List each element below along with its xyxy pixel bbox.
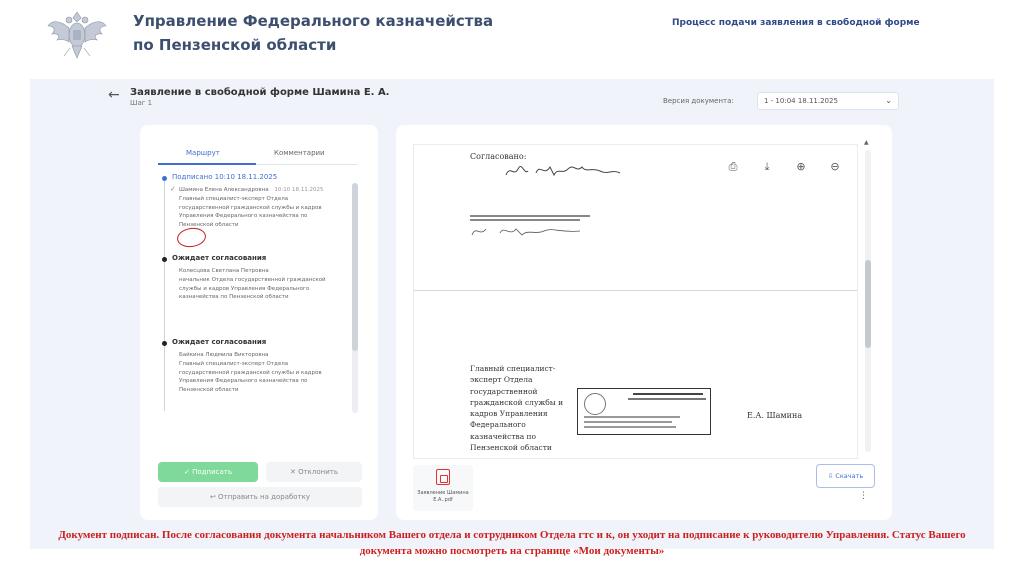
signer-position: Главный специалист-эксперт Отдела государственной гражданской службы и кадров Управления Федерального казначейства по Пензенской области [470, 364, 564, 453]
route-timeline [158, 173, 353, 413]
route-panel [140, 125, 378, 520]
route-scrollbar[interactable] [352, 183, 358, 413]
electronic-signature-stamp [577, 388, 711, 435]
route-step-role: начальник Отдела государственной гражданской службы и кадров Управления Федерального казначейства по Пензенской области [179, 277, 326, 301]
small-signature [470, 223, 600, 241]
double-headed-eagle-emblem [44, 2, 110, 64]
document-preview [413, 144, 858, 459]
timeline-line [164, 181, 165, 411]
route-step-role: Главный специалист-эксперт Отдела государственной гражданской службы и кадров Управления Федерального казначейства по Пензенской области [179, 361, 322, 393]
print-icon[interactable]: ⎙ [728, 160, 738, 173]
slide-caption: Документ подписан. После согласования документа начальником Вашего отдела и сотрудником Отдела гтс и к, он уходит на подписание к руководителю Управления. Статус Вашего документа можно посмотреть на странице «Мои документы» [58, 529, 966, 557]
scrollbar-thumb[interactable] [865, 260, 871, 348]
document-step: Шаг 1 [130, 99, 153, 107]
document-preview-panel [396, 125, 892, 520]
route-step-person: Колесцова Светлана Петровна [179, 268, 269, 274]
zoom-out-icon[interactable]: ⊖ [830, 160, 840, 173]
page-header [108, 87, 390, 107]
route-step-person: Байкина Людмила Викторовна [179, 352, 269, 358]
sign-time: 10:10 18.11.2025 [274, 187, 324, 193]
app-screenshot [30, 79, 994, 549]
version-label: Версия документа: [663, 97, 734, 105]
version-value: 1 - 10:04 18.11.2025 [764, 97, 838, 105]
tab-comments[interactable]: Комментарии [274, 149, 325, 157]
back-arrow-icon[interactable]: ← [108, 87, 120, 103]
person-name: Шамина Елена Александровна [179, 187, 269, 193]
scroll-up-icon[interactable]: ▲ [864, 139, 869, 146]
route-step-status: Ожидает согласования [172, 338, 267, 346]
page-separator [414, 290, 858, 291]
download-button[interactable]: ⇩ Скачать [816, 464, 875, 488]
active-tab-indicator [158, 163, 256, 165]
process-title: Процесс подачи заявления в свободной форме [672, 18, 920, 28]
agreed-label: Согласовано: [470, 152, 527, 161]
zoom-in-icon[interactable]: ⊕ [796, 160, 806, 173]
route-tabs [158, 145, 358, 165]
pdf-file-icon [436, 469, 450, 485]
version-select[interactable] [757, 92, 899, 110]
route-step-status: Ожидает согласования [172, 254, 267, 262]
status-dot [162, 341, 167, 346]
attachment-file-name: Заявление Шамина Е.А..pdf [417, 490, 469, 503]
route-step-status: Подписано 10:10 18.11.2025 [172, 173, 278, 181]
signer-name: Е.А. Шамина [747, 411, 803, 420]
stamp-emblem [584, 393, 606, 415]
scrollbar-thumb[interactable] [352, 183, 358, 351]
document-title: Заявление в свободной форме Шамина Е. А. [130, 87, 390, 98]
status-dot [162, 176, 167, 181]
preview-toolbar [723, 157, 845, 177]
more-options-icon[interactable]: ⋮ [859, 491, 868, 501]
route-step-role: Главный специалист-эксперт Отдела государственной гражданской службы и кадров Управления Федерального казначейства по Пензенской области [179, 196, 322, 228]
organization-title: Управление Федерального казначейства по Пензенской области [133, 12, 494, 54]
route-step-person [179, 186, 339, 195]
check-icon: ✓ [170, 185, 176, 193]
download-icon[interactable]: ⤓ [764, 160, 770, 173]
reject-button[interactable]: ✕ Отклонить [266, 462, 362, 482]
sign-button[interactable]: ✓ Подписать [158, 462, 258, 482]
attachment-card[interactable] [413, 465, 473, 511]
preview-scrollbar[interactable] [864, 139, 871, 457]
send-for-rework-button[interactable]: ↩ Отправить на доработку [158, 487, 362, 507]
handwritten-signature [504, 161, 634, 181]
status-dot [162, 257, 167, 262]
chevron-down-icon: ⌄ [885, 96, 892, 105]
tab-route[interactable]: Маршрут [186, 149, 220, 157]
small-stamp [470, 215, 600, 245]
